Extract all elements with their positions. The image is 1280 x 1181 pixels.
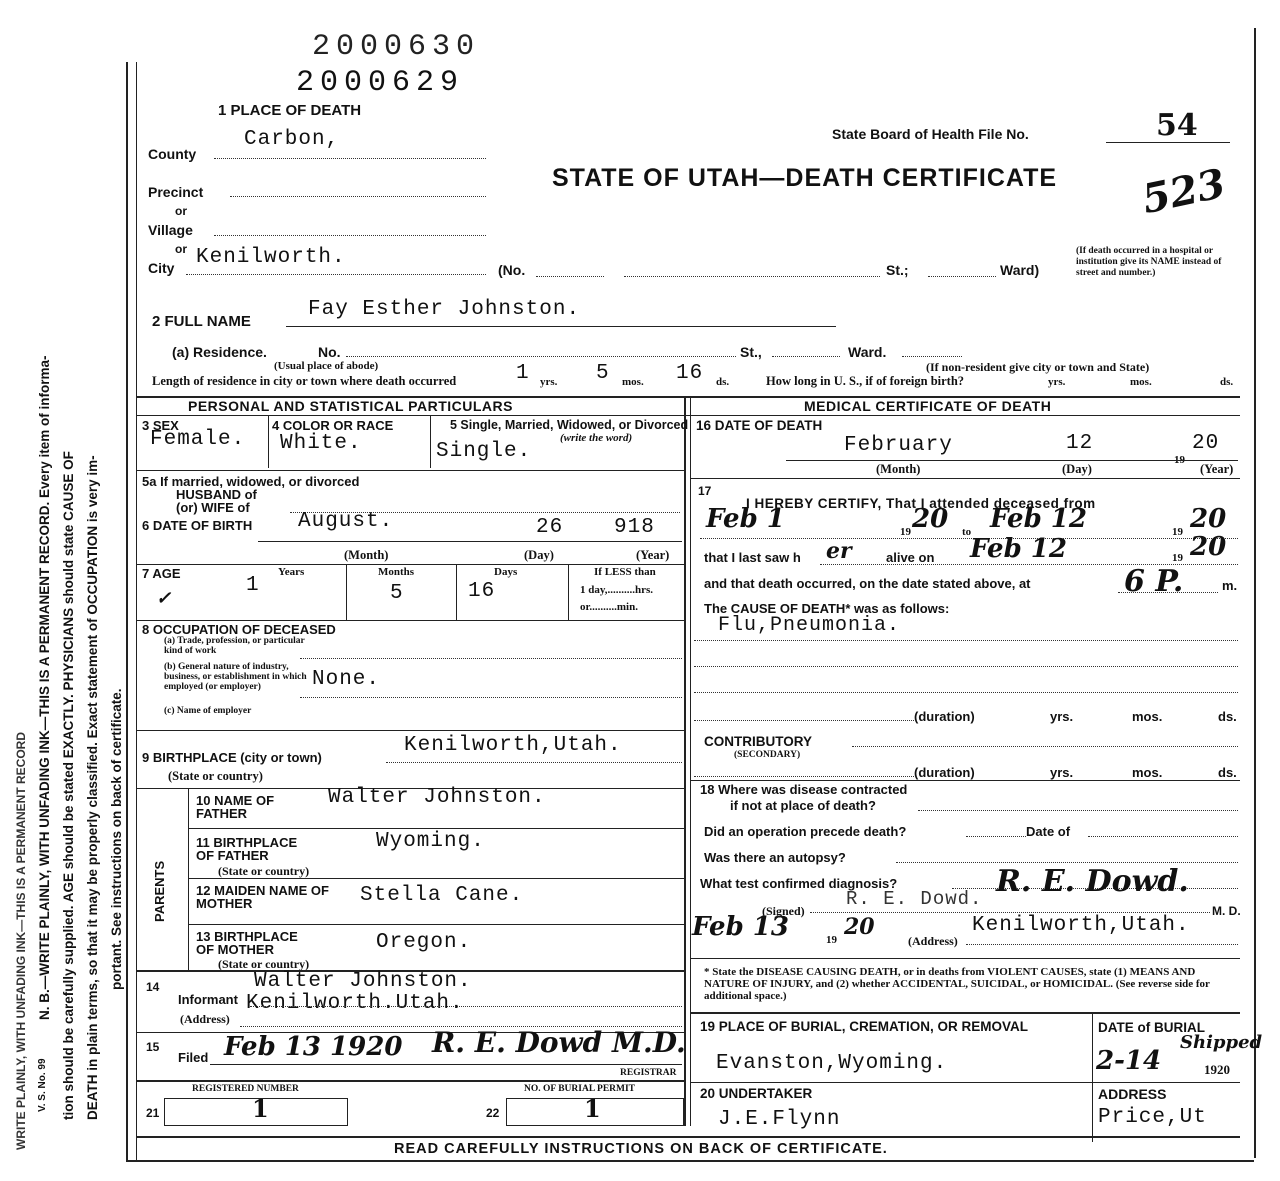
- less-day-label: 1 day,..........hrs.: [580, 584, 654, 596]
- undertaker-value: J.E.Flynn: [718, 1108, 841, 1131]
- contributory-label: CONTRIBUTORY: [704, 734, 812, 749]
- death-year-caption: (Year): [1200, 462, 1234, 476]
- years-label: Years: [278, 566, 305, 578]
- dob-month-caption: (Month): [344, 548, 389, 562]
- attended-to-date: Feb 12: [990, 504, 1087, 534]
- st-label: St.;: [886, 262, 909, 278]
- mother-bottom-line: [188, 924, 684, 925]
- full-name-line: [286, 326, 836, 327]
- bottom-table-line: [136, 1136, 1240, 1138]
- residence-label: (a) Residence.: [172, 344, 267, 360]
- instruction-line-1: N. B.—WRITE PLAINLY, WITH UNFADING INK—THIS IS A PERMANENT RECORD. Every item of informa-: [37, 355, 52, 1020]
- birthplace-sub: (State or country): [168, 769, 263, 783]
- center-divider: [684, 398, 686, 1126]
- husband-of-label: HUSBAND of: [176, 487, 257, 502]
- residence-months: 5: [596, 362, 610, 385]
- center-divider-2: [690, 398, 691, 1126]
- operation-label: Did an operation precede death?: [704, 824, 907, 839]
- m-label: m.: [1222, 578, 1238, 593]
- frame-left-line: [126, 62, 128, 1162]
- age-label: 7 AGE: [142, 566, 181, 581]
- informant-address-label: (Address): [180, 1012, 230, 1026]
- no-line: [536, 276, 604, 277]
- occupation-label: 8 OCCUPATION OF DECEASED: [142, 622, 336, 637]
- village-line: [214, 235, 486, 236]
- death-year-prefix: 19: [1174, 454, 1185, 466]
- spouse-label: 5a If married, widowed, or divorced: [142, 474, 360, 489]
- occupation-value: None.: [312, 668, 381, 691]
- duration-ds-2: ds.: [1218, 765, 1237, 780]
- last-saw-label: that I last saw h: [704, 550, 801, 565]
- death-day: 12: [1066, 432, 1094, 455]
- signed-label: (Signed): [762, 904, 805, 918]
- occupation-bottom-line: [136, 730, 684, 731]
- mother-birthplace-sub: (State or country): [218, 957, 310, 971]
- burial-divider: [1092, 1012, 1093, 1142]
- informant-label: Informant: [178, 992, 238, 1007]
- occupation-b-line: [300, 697, 682, 698]
- where-contracted-line: [918, 810, 1238, 811]
- certificate-title: STATE OF UTAH—DEATH CERTIFICATE: [552, 164, 1058, 192]
- certify-number: 17: [698, 484, 712, 498]
- frame-bottom-line: [126, 1160, 1254, 1162]
- duration-label-1: (duration): [914, 709, 975, 724]
- residence-ds-label: ds.: [716, 376, 730, 388]
- registered-number-label: REGISTERED NUMBER: [192, 1084, 299, 1094]
- signed-address-label: (Address): [908, 934, 958, 948]
- cause-label: The CAUSE OF DEATH* was as follows:: [704, 601, 950, 616]
- us-mos-label: mos.: [1130, 376, 1152, 388]
- cause-line-2: [694, 666, 1238, 667]
- date-of-line: [1088, 836, 1238, 837]
- burial-label: 19 PLACE OF BURIAL, CREMATION, OR REMOVAL: [700, 1019, 1029, 1034]
- full-name-label: 2 FULL NAME: [152, 313, 251, 330]
- burial-permit-label: NO. OF BURIAL PERMIT: [524, 1084, 636, 1094]
- filed-bottom-line: [136, 1080, 684, 1082]
- duration-mos-2: mos.: [1132, 765, 1163, 780]
- county-line: [214, 158, 486, 159]
- age-days: 16: [468, 580, 496, 603]
- city-label: City: [148, 260, 175, 276]
- color-divider: [430, 416, 431, 468]
- to-label: to: [962, 526, 972, 538]
- occupation-a: (a) Trade, profession, or particular kind of work: [164, 636, 305, 656]
- county-label: County: [148, 146, 197, 162]
- father-birthplace-sub: (State or country): [218, 864, 310, 878]
- cause-line-3: [694, 692, 1238, 693]
- age-years: 1: [246, 574, 260, 597]
- residence-st-line: [772, 356, 840, 357]
- outer-side-text: WRITE PLAINLY, WITH UNFADING INK—THIS IS A PERMANENT RECORD: [14, 731, 28, 1150]
- personal-heading: PERSONAL AND STATISTICAL PARTICULARS: [188, 398, 513, 414]
- burial-date-value: 2-14: [1096, 1046, 1162, 1076]
- signed-address-line: [966, 944, 1238, 945]
- death-day-caption: (Day): [1062, 462, 1092, 476]
- instruction-line-3: DEATH in plain terms, so that it may be properly classified. Exact statement of OCCUPATION is very im-: [85, 455, 100, 1120]
- father-bottom-line: [188, 828, 684, 829]
- residence-no-label: No.: [318, 344, 341, 360]
- hospital-note: (If death occurred in a hospital or institution give its NAME instead of street and number.): [1076, 246, 1222, 278]
- dob-day: 26: [536, 516, 564, 539]
- dob-line: [258, 541, 682, 542]
- age-divider-2: [456, 564, 457, 620]
- burial-permit-value: 1: [584, 1094, 601, 1123]
- test-label: What test confirmed diagnosis?: [700, 876, 898, 891]
- mother-birthplace-value: Oregon.: [376, 931, 472, 954]
- age-bottom-line: [136, 620, 684, 621]
- color-label: 4 COLOR OR RACE: [272, 418, 394, 433]
- attended-to-year: 20: [1190, 504, 1227, 534]
- signed-bottom-line: [690, 958, 1240, 959]
- duration-mos-1: mos.: [1132, 709, 1163, 724]
- age-divider-1: [346, 564, 347, 620]
- father-birthplace-label: 11 BIRTHPLACE OF FATHER: [196, 835, 298, 863]
- us-residence-label: How long in U. S., if of foreign birth?: [766, 374, 965, 388]
- street-line: [624, 276, 880, 277]
- instruction-line-4: portant. See instructions on back of certificate.: [109, 688, 124, 990]
- residence-years: 1: [516, 362, 530, 385]
- age-divider-3: [568, 564, 569, 620]
- duration-line-1: [694, 720, 914, 721]
- attended-from-date: Feb 1: [706, 504, 785, 534]
- footnote: * State the DISEASE CAUSING DEATH, or in deaths from VIOLENT CAUSES, state (1) MEANS AND NATURE OF INJURY, and (2) whether ACCIDENTAL, SUICIDAL, or HOMICIDAL. (See reverse side for additional space.): [704, 966, 1210, 1002]
- burial-permit-index: 22: [486, 1106, 500, 1120]
- filed-date: Feb 13 1920: [224, 1032, 403, 1062]
- file-number-label: State Board of Health File No.: [832, 126, 1029, 142]
- secondary-label: (SECONDARY): [734, 750, 801, 760]
- row3-bottom-line: [136, 470, 684, 471]
- city-value: Kenilworth.: [196, 246, 346, 269]
- stamp-number-second: 2000629: [296, 66, 465, 100]
- alive-on-label: alive on: [886, 550, 935, 565]
- dob-label: 6 DATE OF BIRTH: [142, 518, 253, 533]
- physician-signature: R. E. Dowd.: [996, 864, 1189, 899]
- dob-year: 918: [614, 516, 655, 539]
- residence-yrs-label: yrs.: [540, 376, 558, 388]
- or-2: or: [175, 242, 187, 256]
- days-label: Days: [494, 566, 518, 578]
- birthplace-value: Kenilworth,Utah.: [404, 734, 622, 757]
- age-months: 5: [390, 582, 404, 605]
- color-value: White.: [280, 432, 362, 455]
- cause-value: Flu,Pneumonia.: [718, 614, 901, 637]
- signed-date: Feb 13: [692, 912, 789, 942]
- less-min-label: or..........min.: [580, 601, 638, 613]
- duration-label-2: (duration): [914, 765, 975, 780]
- occupation-c: (c) Name of employer: [164, 706, 252, 716]
- death-date-bottom-line: [690, 478, 1240, 479]
- footnote-bottom-line: [690, 1012, 1240, 1014]
- form-number: V. S. No. 99: [37, 1058, 48, 1112]
- operation-line: [966, 836, 1026, 837]
- instruction-line-2: tion should be carefully supplied. AGE should be stated EXACTLY. PHYSICIANS should state CAUSE OF: [61, 451, 76, 1120]
- death-month: February: [844, 434, 953, 457]
- last-saw-her: er: [826, 538, 852, 564]
- occupation-b: (b) General nature of industry, business, or establishment in which employed (or employer): [164, 662, 307, 692]
- autopsy-line: [896, 862, 1238, 863]
- section-heading-line: [136, 415, 1240, 416]
- months-label: Months: [378, 566, 415, 578]
- where-contracted-label: 18 Where was disease contracted: [700, 782, 908, 797]
- dob-bottom-line: [136, 564, 684, 565]
- dob-month: August.: [298, 510, 394, 533]
- father-bp-bottom-line: [188, 878, 684, 879]
- nonresident-note: (If non-resident give city or town and State): [926, 360, 1150, 374]
- from-nineteen: 19: [900, 526, 911, 538]
- signed-nineteen: 19: [826, 934, 837, 946]
- duration-line-2: [694, 776, 914, 777]
- to-nineteen: 19: [1172, 526, 1183, 538]
- filed-number: 15: [146, 1040, 160, 1054]
- alive-date: Feb 12: [970, 534, 1067, 564]
- registered-number-index: 21: [146, 1106, 160, 1120]
- full-name-value: Fay Esther Johnston.: [308, 298, 581, 321]
- cause-line-1: [694, 640, 1238, 641]
- residence-line: [346, 356, 736, 357]
- sex-label: 3 SEX: [142, 418, 179, 433]
- father-name-label: 10 NAME OF FATHER: [196, 793, 275, 821]
- signed-address-value: Kenilworth,Utah.: [972, 914, 1190, 937]
- handwritten-number: 523: [1138, 159, 1230, 224]
- certify-text: I HEREBY CERTIFY, That I attended deceased from: [746, 496, 1096, 511]
- precinct-line: [230, 196, 486, 197]
- footer-instructions: READ CAREFULLY INSTRUCTIONS ON BACK OF CERTIFICATE.: [394, 1141, 888, 1157]
- father-birthplace-value: Wyoming.: [376, 830, 485, 853]
- death-occurred-label: and that death occurred, on the date stated above, at: [704, 576, 1031, 591]
- residence-ward-label: Ward.: [848, 344, 887, 360]
- us-yrs-label: yrs.: [1048, 376, 1066, 388]
- death-year: 20: [1192, 432, 1220, 455]
- stamp-number-top: 2000630: [312, 30, 481, 64]
- informant-number: 14: [146, 980, 160, 994]
- birthplace-label: 9 BIRTHPLACE (city or town): [142, 750, 322, 765]
- filed-line: [210, 1064, 682, 1065]
- contributory-line: [852, 746, 1238, 747]
- ward-line: [928, 276, 996, 277]
- sex-value: Female.: [150, 428, 246, 451]
- alive-year: 20: [1190, 532, 1227, 562]
- length-residence-label: Length of residence in city or town where death occurred: [152, 374, 457, 388]
- death-time: 6 P.: [1124, 564, 1184, 599]
- parents-label: PARENTS: [152, 860, 167, 922]
- signed-value: R. E. Dowd.: [846, 888, 983, 910]
- undertaker-address-value: Price,Ut: [1098, 1106, 1207, 1129]
- burial-value: Evanston,Wyoming.: [716, 1052, 948, 1075]
- mother-name-label: 12 MAIDEN NAME OF MOTHER: [196, 883, 329, 911]
- filed-label: Filed: [178, 1050, 209, 1065]
- dob-day-caption: (Day): [524, 548, 554, 562]
- duration-yrs-2: yrs.: [1050, 765, 1074, 780]
- informant-address-value: Kenilworth.Utah.: [246, 992, 464, 1015]
- birthplace-line: [386, 762, 682, 763]
- burial-bottom-line: [690, 1082, 1240, 1083]
- marital-note: (write the word): [560, 432, 633, 444]
- occupation-a-line: [300, 658, 682, 659]
- file-number-line: [1106, 142, 1230, 143]
- city-line: [186, 274, 486, 275]
- informant-value: Walter Johnston.: [254, 970, 472, 993]
- date-of-death-label: 16 DATE OF DEATH: [696, 418, 823, 433]
- residence-ward-line: [902, 356, 962, 357]
- medical-heading: MEDICAL CERTIFICATE OF DEATH: [804, 398, 1052, 414]
- marital-label: 5 Single, Married, Widowed, or Divorced: [450, 418, 689, 432]
- frame-right-line: [1254, 28, 1256, 1158]
- place-of-death-label: 1 PLACE OF DEATH: [218, 102, 362, 119]
- death-date-line: [786, 460, 1238, 461]
- registrar-label: REGISTRAR: [620, 1068, 677, 1078]
- time-line: [1118, 592, 1218, 593]
- precinct-label: Precinct: [148, 184, 204, 200]
- mother-birthplace-label: 13 BIRTHPLACE OF MOTHER: [196, 929, 298, 957]
- where-contracted-sub: if not at place of death?: [730, 798, 876, 813]
- undertaker-address-label: ADDRESS: [1098, 1086, 1167, 1102]
- burial-year: 1920: [1204, 1062, 1230, 1077]
- age-check-mark: ✓: [156, 588, 172, 609]
- signed-line: [810, 912, 1210, 913]
- death-month-caption: (Month): [876, 462, 921, 476]
- residence-mos-label: mos.: [622, 376, 644, 388]
- marital-value: Single.: [436, 440, 532, 463]
- alive-nineteen: 19: [1172, 552, 1183, 564]
- shipped-note: Shipped: [1180, 1032, 1263, 1053]
- father-name-value: Walter Johnston.: [328, 786, 546, 809]
- informant-line: [250, 1006, 682, 1007]
- signed-year: 20: [844, 914, 875, 940]
- residence-days: 16: [676, 362, 704, 385]
- or-1: or: [175, 204, 187, 218]
- file-number-value: 54: [1156, 108, 1198, 143]
- ward-label: Ward): [1000, 262, 1040, 278]
- less-than-label: If LESS than: [594, 566, 656, 578]
- duration-ds-1: ds.: [1218, 709, 1237, 724]
- village-label: Village: [148, 222, 193, 238]
- mother-name-value: Stella Cane.: [360, 884, 524, 907]
- residence-st-label: St.,: [740, 344, 762, 360]
- duration-yrs-1: yrs.: [1050, 709, 1074, 724]
- cause-bottom-line: [690, 780, 1240, 781]
- autopsy-label: Was there an autopsy?: [704, 850, 846, 865]
- frame-left-line-2: [136, 62, 137, 1162]
- md-label: M. D.: [1212, 904, 1241, 918]
- us-ds-label: ds.: [1220, 376, 1234, 388]
- sex-divider: [268, 416, 269, 468]
- filed-signature: R. E. Dowd M.D.: [432, 1026, 686, 1059]
- usual-abode-note: (Usual place of abode): [274, 360, 379, 372]
- registered-number-value: 1: [252, 1094, 269, 1123]
- parents-divider: [188, 788, 189, 970]
- attended-line: [700, 538, 1238, 539]
- undertaker-label: 20 UNDERTAKER: [700, 1086, 813, 1101]
- county-value: Carbon,: [244, 128, 340, 151]
- burial-date-label: DATE of BURIAL: [1098, 1020, 1205, 1035]
- attended-from-year: 20: [912, 504, 949, 534]
- wife-of-label: (or) WIFE of: [176, 500, 250, 515]
- no-label: (No.: [498, 262, 526, 278]
- dob-year-caption: (Year): [636, 548, 670, 562]
- date-of-label: Date of: [1026, 824, 1071, 839]
